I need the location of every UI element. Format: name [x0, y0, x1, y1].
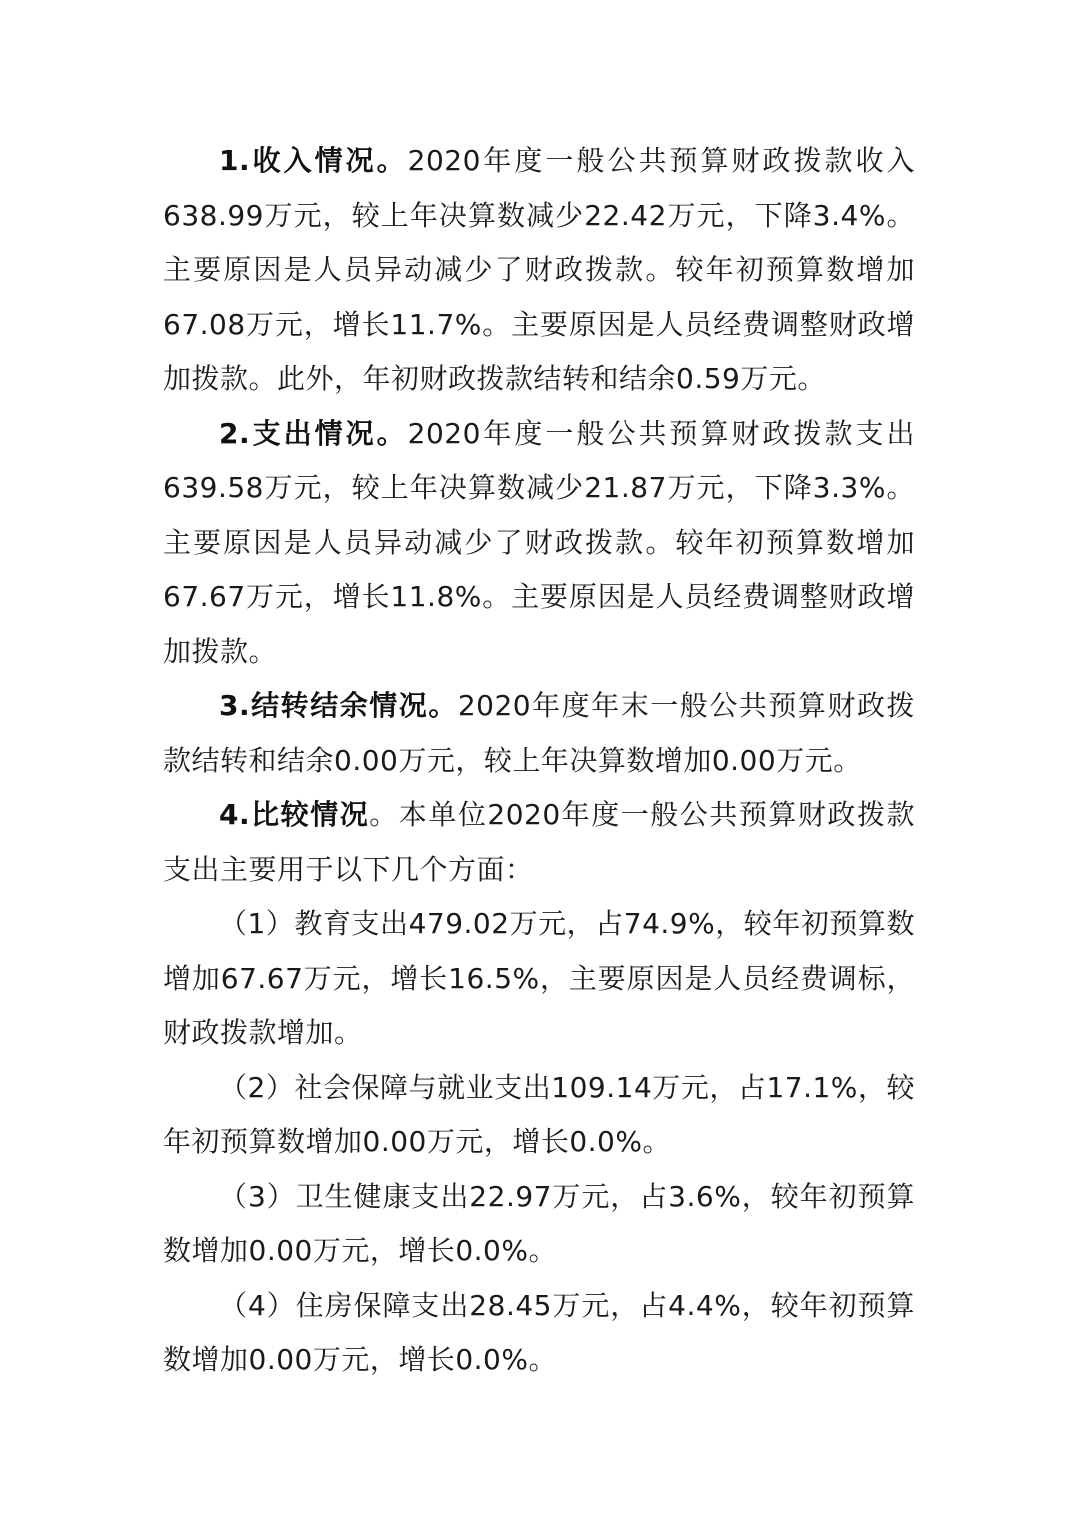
heading-comparison: 4.比较情况 — [219, 798, 370, 831]
list-item-education: （1）教育支出479.02万元，占74.9%，较年初预算数增加67.67万元，增长16.5%，主要原因是人员经费调标，财政拨款增加。 — [163, 907, 915, 1049]
paragraph-income-text: 2020年度一般公共预算财政拨款收入638.99万元，较上年决算数减少22.42万元，下降3.4%。主要原因是人员异动减少了财政拨款。较年初预算数增加67.08万元，增长11.7%。主要原因是人员经费调整财政增加拨款。此外，年初财政拨款结转和结余0.59万元。 — [163, 144, 915, 395]
document-body — [163, 134, 915, 1388]
paragraph-income — [163, 134, 915, 407]
list-item-social-security: （2）社会保障与就业支出109.14万元，占17.1%，较年初预算数增加0.00万元，增长0.0%。 — [163, 1070, 915, 1158]
paragraph-comparison-text: 。本单位2020年度一般公共预算财政拨款支出主要用于以下几个方面： — [163, 798, 915, 886]
heading-expenditure: 2.支出情况。 — [219, 416, 408, 450]
paragraph-carryover — [163, 679, 915, 788]
paragraph-comparison — [163, 788, 915, 897]
heading-carryover: 3.结转结余情况。 — [219, 689, 458, 722]
heading-income: 1.收入情况。 — [219, 144, 408, 177]
paragraph-expenditure-text: 2020年度一般公共预算财政拨款支出639.58万元，较上年决算数减少21.87万元，下降3.3%。主要原因是人员异动减少了财政拨款。较年初预算数增加67.67万元，增长11.8%。主要原因是人员经费调整财政增加拨款。 — [163, 416, 915, 668]
list-item-health: （3）卫生健康支出22.97万元，占3.6%，较年初预算数增加0.00万元，增长0.0%。 — [163, 1179, 915, 1267]
paragraph-carryover-text: 2020年度年末一般公共预算财政拨款结转和结余0.00万元，较上年决算数增加0.00万元。 — [163, 689, 915, 777]
list-item-housing: （4）住房保障支出28.45万元，占4.4%，较年初预算数增加0.00万元，增长0.0%。 — [163, 1288, 915, 1376]
paragraph-expenditure — [163, 407, 915, 680]
